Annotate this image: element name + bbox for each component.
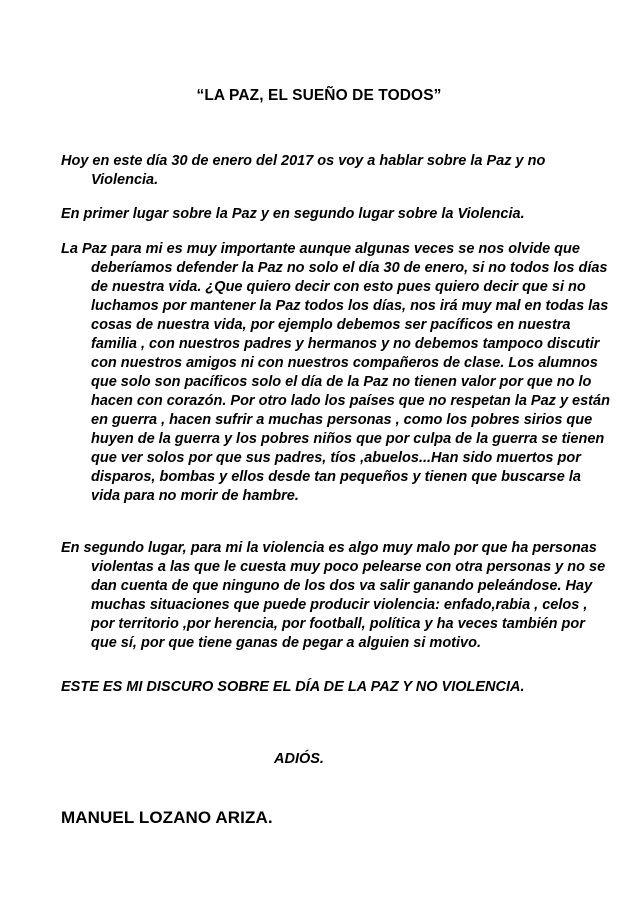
author-signature: MANUEL LOZANO ARIZA. — [61, 808, 273, 827]
violence-paragraph: En segundo lugar, para mi la violencia es algo muy malo por que ha personas violentas a las que le cuesta muy poco pelearse con otra personas y no se dan cuenta de que ninguno de los dos va salir ganando peleándose. Hay muchas situaciones que puede producir violencia: enfado,rabia , celos , por territorio ,por herencia, por football, política y ha veces también por que sí, por que tiene ganas de pegar a alguien si motivo. — [61, 540, 606, 651]
peace-paragraph: La Paz para mi es muy importante aunque algunas veces se nos olvide que deberíamos defender la Paz no solo el día 30 de enero, si no todos los días de nuestra vida. ¿Que quiero decir con esto pues quiero decir que si no luchamos por mantener la Paz todos los días, nos irá muy mal en todas las cosas de nuestra vida, por ejemplo debemos ser pacíficos en nuestra familia , con nuestros padres y hermanos y no debemos tampoco discutir con nuestros amigos ni con nuestros compañeros de clase. Los alumnos que solo son pacíficos solo el día de la Paz no tienen valor por que no lo hacen con corazón. Por otro lado los países que no respetan la Paz y están en guerra , hacen sufrir a muchas personas , como los pobres sirios que huyen de la guerra y los pobres niños que por culpa de la guerra se tienen que ver solos por que sus padres, tíos ,abuelos...Han sido muertos por disparos, bombas y ellos desde tan pequeños y tienen que buscarse la vida para no morir de hambre. — [61, 241, 610, 504]
farewell-text: ADIÓS. — [274, 751, 324, 767]
intro-paragraph: Hoy en este día 30 de enero del 2017 os voy a hablar sobre la Paz y no Violencia. — [61, 153, 546, 188]
document-title: “LA PAZ, EL SUEÑO DE TODOS” — [196, 87, 442, 104]
outline-paragraph: En primer lugar sobre la Paz y en segundo lugar sobre la Violencia. — [61, 206, 525, 222]
closing-statement: ESTE ES MI DISCURO SOBRE EL DÍA DE LA PAZ Y NO VIOLENCIA. — [61, 679, 525, 695]
